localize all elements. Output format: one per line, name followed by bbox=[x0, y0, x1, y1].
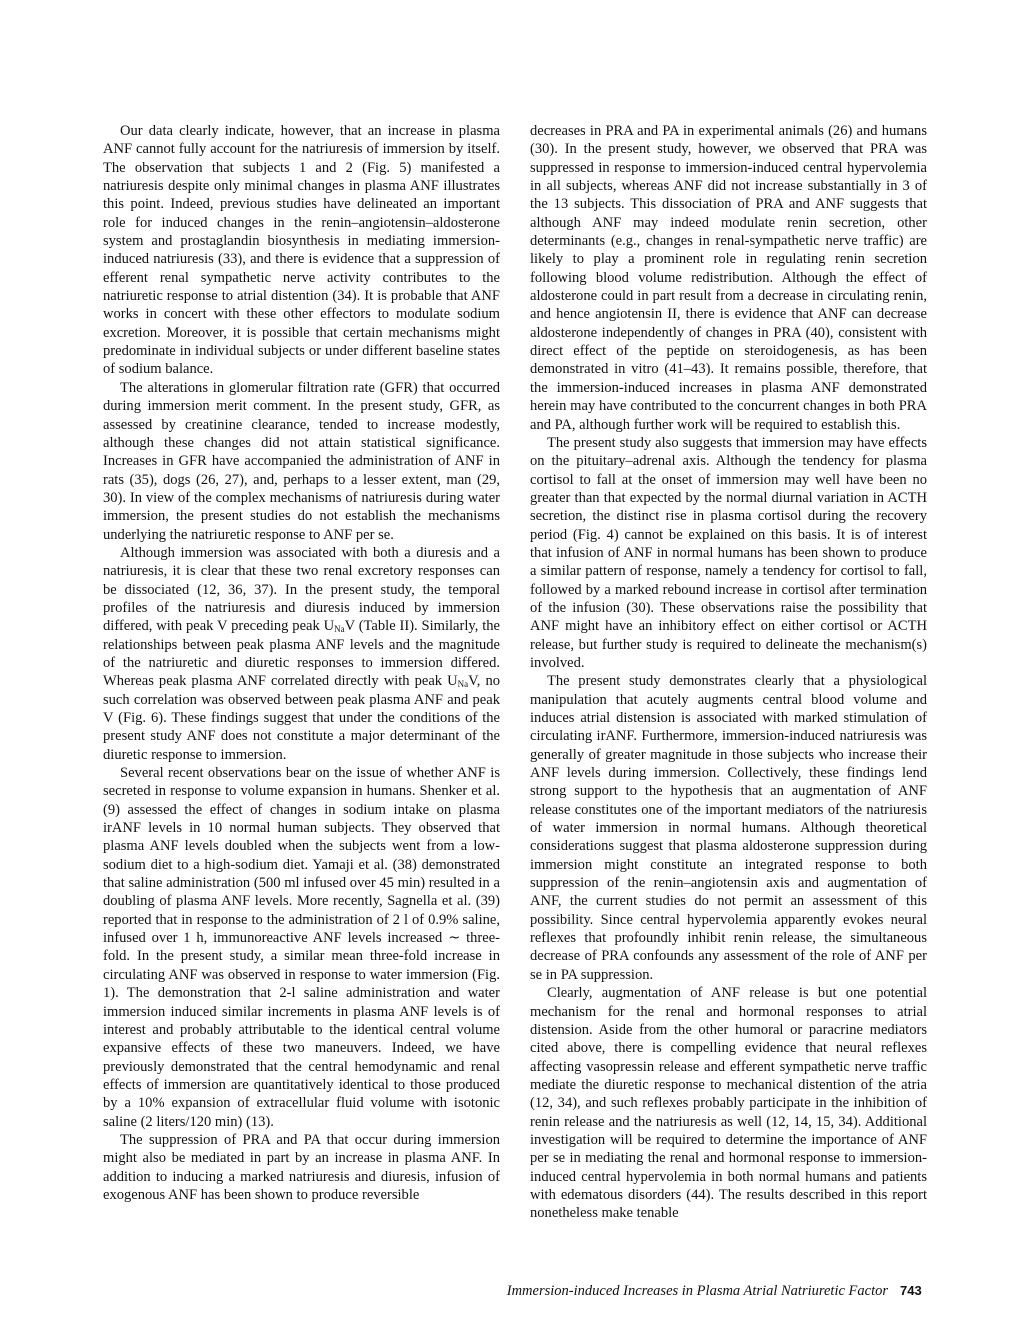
page-number: 743 bbox=[900, 1283, 922, 1298]
left-column bbox=[103, 122, 500, 1204]
paragraph: The present study also suggests that immersion may have effects on the pituitary–adrenal axis. Although the tendency for plasma cortisol to fall at the onset of immersion may well have been no greater than that expected by the normal diurnal variation in ACTH secretion, the distinct rise in plasma cortisol during the recovery period (Fig. 4) cannot be explained on this basis. It is of interest that infusion of ANF in normal humans has been shown to produce a similar pattern of response, namely a tendency for cortisol to fall, followed by a marked rebound increase in cortisol after termination of the infusion (30). These observations raise the possibility that ANF might have an inhibitory effect on either cortisol or ACTH release, but further study is required to delineate the mechanism(s) involved. bbox=[530, 434, 927, 671]
page-footer bbox=[0, 1283, 1020, 1303]
paragraph: The present study demonstrates clearly that a physiological manipulation that acutely augments central blood volume and induces atrial distension is associated with marked stimulation of circulating irANF. Furthermore, immersion-induced natriuresis was generally of greater magnitude in those subjects who increase their ANF levels during immersion. Collectively, these findings lend strong support to the hypothesis that an augmentation of ANF release constitutes one of the important mediators of the natriuresis of water immersion in normal humans. Although theoretical considerations suggest that plasma aldosterone suppression during immersion might constitute an integrated response to both suppression of the renin–angiotensin axis and augmentation of ANF, the current studies do not permit an assessment of this possibility. Since central hypervolemia apparently evokes neural reflexes that profoundly inhibit renin release, the simultaneous decrease of PRA confounds any assessment of the role of ANF per se in PA suppression. bbox=[530, 673, 927, 983]
running-title: Immersion-induced Increases in Plasma Atrial Natriuretic Factor bbox=[506, 1283, 888, 1299]
paragraph: Clearly, augmentation of ANF release is but one potential mechanism for the renal and hormonal responses to atrial distension. Aside from the other humoral or paracrine mediators cited above, there is compelling evidence that neural reflexes affecting vasopressin release and efferent sympathetic nerve traffic mediate the diuretic response to mechanical distention of the atria (12, 34), and such reflexes probably participate in the inhibition of renin release and the natriuresis as well (12, 14, 15, 34). Additional investigation will be required to determine the importance of ANF per se in mediating the renal and hormonal response to immersion-induced central hypervolemia in both normal humans and patients with edematous disorders (44). The results described in this report nonetheless make tenable bbox=[530, 985, 927, 1222]
paragraph: The alterations in glomerular filtration rate (GFR) that occurred during immersion merit comment. In the present study, GFR, as assessed by creatinine clearance, tended to increase modestly, although these changes did not attain statistical significance. Increases in GFR have accompanied the administration of ANF in rats (35), dogs (26, 27), and, perhaps to a lesser extent, man (29, 30). In view of the complex mechanisms of natriuresis during water immersion, the present studies do not establish the mechanisms underlying the natriuretic response to ANF per se. bbox=[103, 379, 500, 543]
paragraph: The suppression of PRA and PA that occur during immersion might also be mediated in part by an increase in plasma ANF. In addition to inducing a marked natriuresis and diuresis, infusion of exogenous ANF has been shown to produce reversible bbox=[103, 1131, 500, 1203]
paragraph: Several recent observations bear on the issue of whether ANF is secreted in response to volume expansion in humans. Shenker et al. (9) assessed the effect of changes in sodium intake on plasma irANF levels in 10 normal human subjects. They observed that plasma ANF levels doubled when the subjects went from a low-sodium diet to a high-sodium diet. Yamaji et al. (38) demonstrated that saline administration (500 ml infused over 45 min) resulted in a doubling of plasma ANF levels. More recently, Sagnella et al. (39) reported that in response to the administration of 2 l of 0.9% saline, infused over 1 h, immunoreactive ANF levels increased ∼ three-fold. In the present study, a similar mean three-fold increase in circulating ANF was observed in response to water immersion (Fig. 1). The demonstration that 2-l saline administration and water immersion induced similar increments in plasma ANF levels is of interest and probably attributable to the identical central volume expansive effects of these two maneuvers. Indeed, we have previously demonstrated that the central hemodynamic and renal effects of immersion are quantitatively identical to those produced by a 10% expansion of extracellular fluid volume with isotonic saline (2 liters/120 min) (13). bbox=[103, 765, 500, 1130]
paragraph: Although immersion was associated with both a diuresis and a natriuresis, it is clear that these two renal excretory responses can be dissociated (12, 36, 37). In the present study, the temporal profiles of the natriuresis and diuresis induced by immersion differed, with peak V preceding peak $U_{Na}V$ (Table II). Similarly, the relationships between peak plasma ANF levels and the magnitude of the natriuretic and diuretic responses to immersion differed. Whereas peak plasma ANF correlated directly with peak $U_{Na}V$, no such correlation was observed between peak plasma ANF and peak V (Fig. 6). These findings suggest that under the conditions of the present study ANF does not constitute a major determinant of the diuretic response to immersion. bbox=[103, 544, 501, 763]
paragraph: decreases in PRA and PA in experimental animals (26) and humans (30). In the present study, however, we observed that PRA was suppressed in response to immersion-induced central hypervolemia in all subjects, whereas ANF did not increase substantially in 3 of the 13 subjects. This dissociation of PRA and ANF suggests that although ANF may indeed modulate renin secretion, other determinants (e.g., changes in renal-sympathetic nerve traffic) are likely to play a prominent role in regulating renin secretion following blood volume redistribution. Although the effect of aldosterone could in part result from a decrease in circulating renin, and hence angiotensin II, there is evidence that ANF can decrease aldosterone independently of changes in PRA (40), consistent with direct effect of the peptide on steroidogenesis, as has been demonstrated in vitro (41–43). It remains possible, therefore, that the immersion-induced increases in plasma ANF demonstrated herein may have contributed to the concurrent changes in both PRA and PA, although further work will be required to establish this. bbox=[530, 123, 927, 433]
right-column bbox=[530, 122, 927, 1223]
paragraph: Our data clearly indicate, however, that an increase in plasma ANF cannot fully account for the natriuresis of immersion by itself. The observation that subjects 1 and 2 (Fig. 5) manifested a natriuresis despite only minimal changes in plasma ANF illustrates this point. Indeed, previous studies have delineated an important role for induced changes in the renin–angiotensin–aldosterone system and prostaglandin biosynthesis in mediating immersion-induced natriuresis (33), and there is evidence that a suppression of efferent renal sympathetic nerve activity contributes to the natriuretic response to atrial distention (34). It is probable that ANF works in concert with these other effectors to modulate sodium excretion. Moreover, it is possible that certain mechanisms might predominate in individual subjects or under different baseline states of sodium balance. bbox=[103, 123, 500, 378]
